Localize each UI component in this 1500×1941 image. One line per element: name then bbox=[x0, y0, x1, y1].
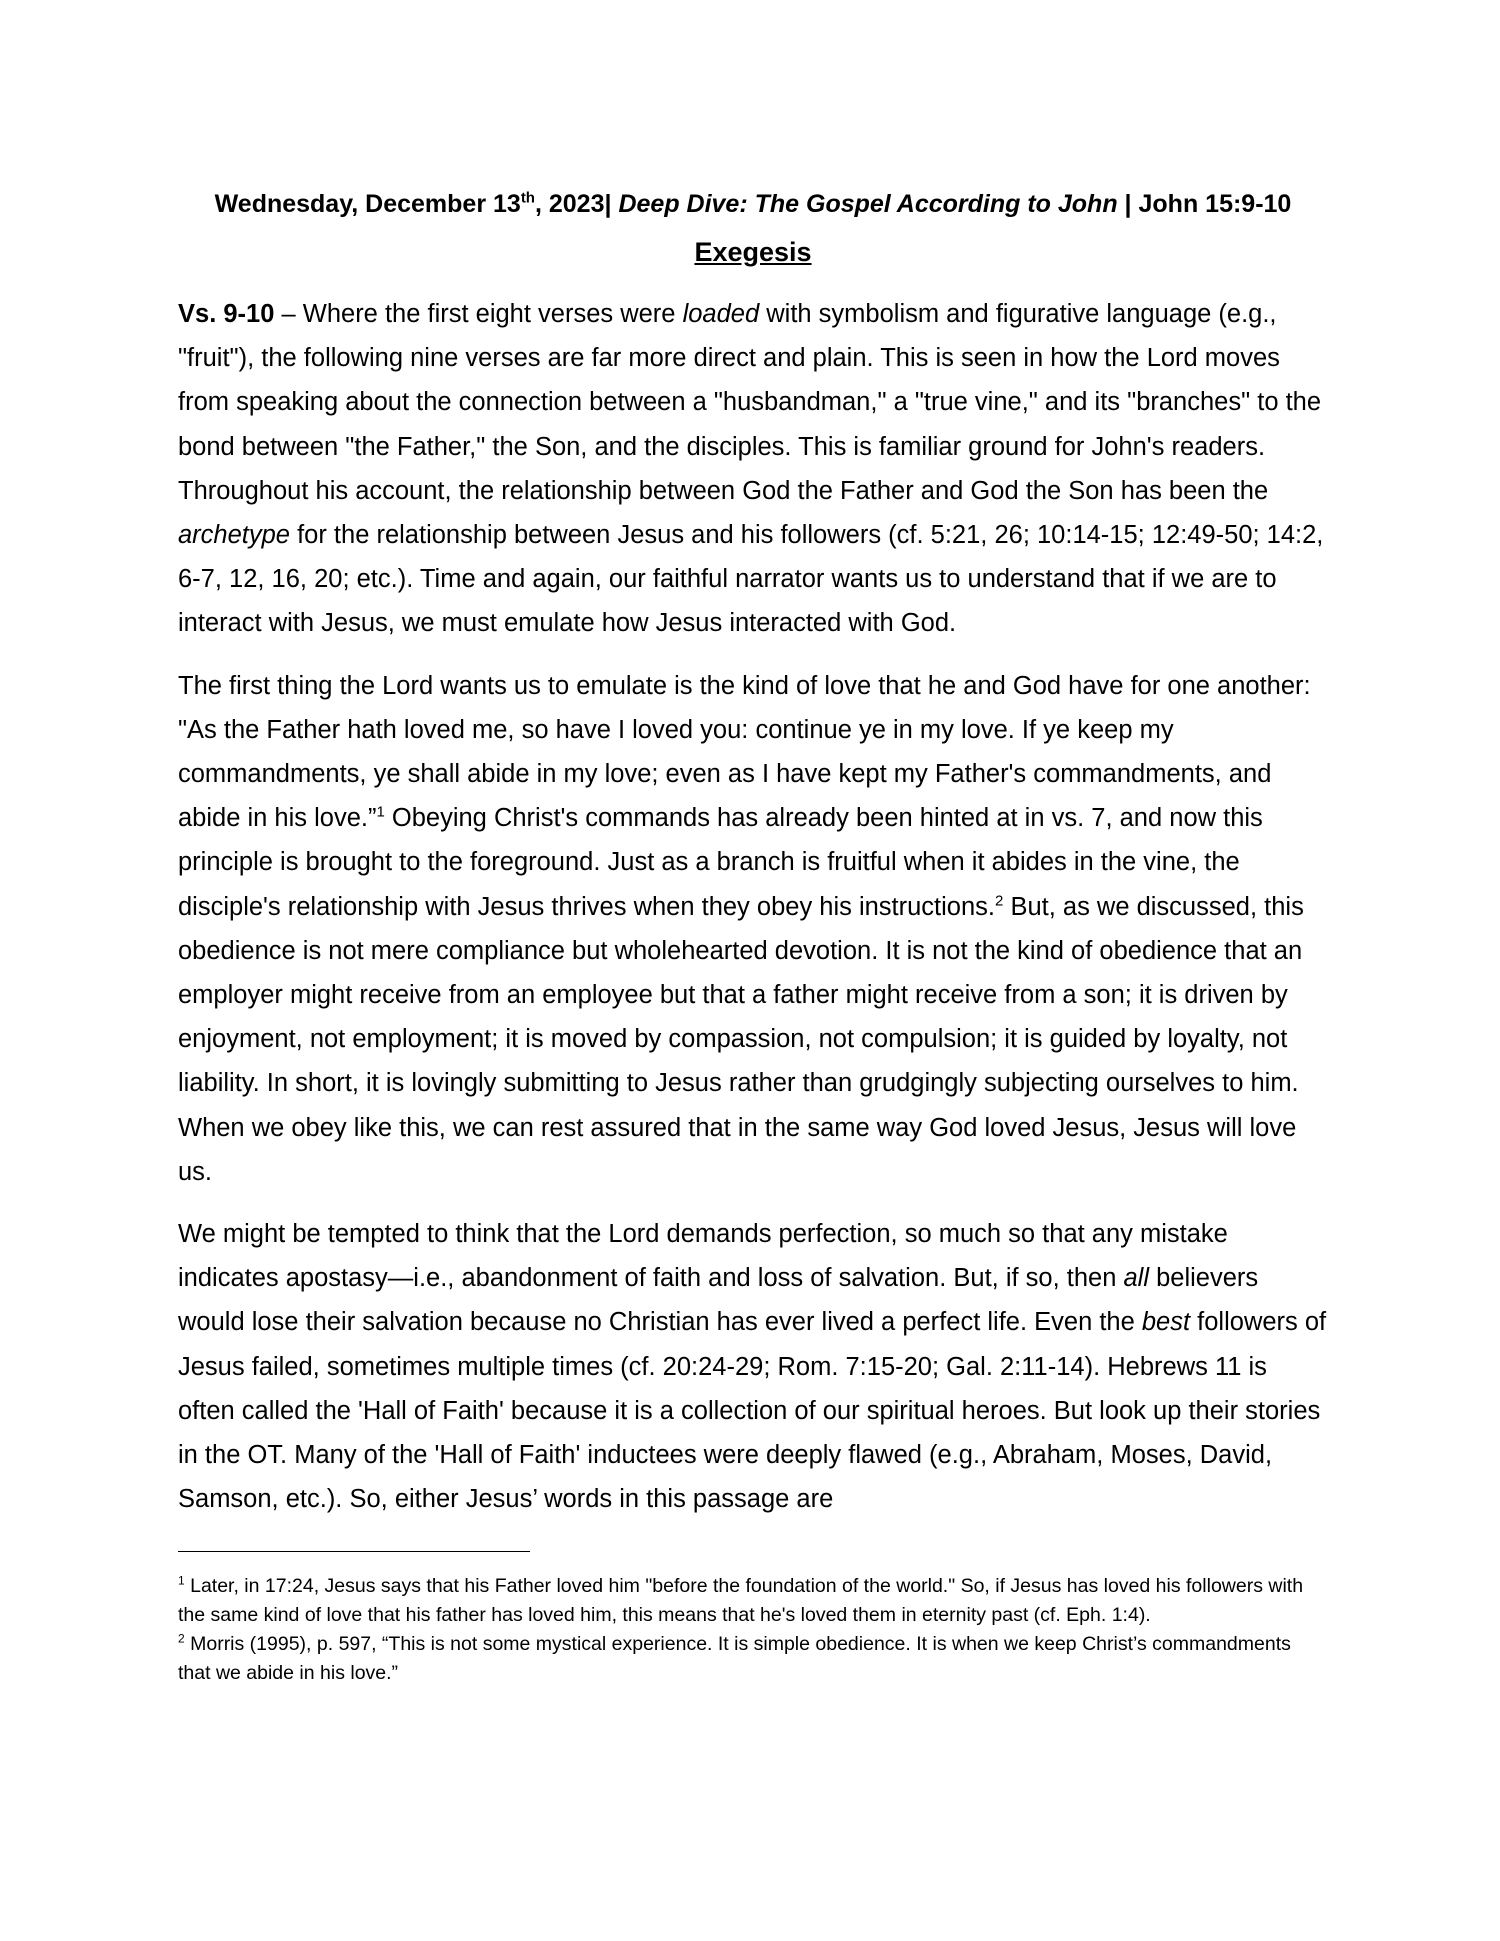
footnote-1 bbox=[178, 1572, 1328, 1630]
paragraph-2-text-c: But, as we discussed, this obedience is not mere compliance but wholehearted devotion. It is not the kind of obedience that an employer might receive from an employee but that a father might receive from a son; it is driven by enjoyment, not employment; it is moved by compassion, not compulsion; it is guided by loyalty, not liability. In short, it is lovingly submitting to Jesus rather than grudgingly subjecting ourselves to him. When we obey like this, we can rest assured that in the same way God loved Jesus, Jesus will love us. bbox=[178, 892, 1304, 1186]
footnote-ref-1[interactable]: 1 bbox=[376, 803, 385, 821]
paragraph-2-text-a: The first thing the Lord wants us to emulate is the kind of love that he and God have for one another: "As the Father hath loved me, so have I loved you: continue ye in my love. If ye keep my commandments, ye shall abide in my love; even as I have kept my Father's commandments, and abide in his love.” bbox=[178, 671, 1311, 833]
paragraph-1-text-b: with symbolism and figurative language (e.g., "fruit"), the following nine verses are far more direct and plain. This is seen in how the Lord moves from speaking about the connection between a "husbandman," a "true vine," and its "branches" to the bond between "the Father," the Son, and the disciples. This is familiar ground for John's readers. Throughout his account, the relationship between God the Father and God the Son has been the bbox=[178, 300, 1322, 505]
header-passage: John 15:9-10 bbox=[1138, 190, 1292, 218]
paragraph-2 bbox=[178, 664, 1328, 1194]
header-series: Deep Dive: The Gospel According to John bbox=[618, 190, 1118, 218]
footnote-1-number: 1 bbox=[178, 1573, 185, 1588]
footnote-2 bbox=[178, 1630, 1328, 1688]
header-date-year: , 2023| bbox=[534, 190, 612, 218]
footnotes bbox=[178, 1572, 1328, 1688]
paragraph-3-text-b: believers would lose their salvation because no Christian has ever lived a perfect life. Even the bbox=[178, 1264, 1259, 1337]
paragraph-3 bbox=[178, 1212, 1328, 1521]
paragraph-2-text-b: Obeying Christ's commands has already been hinted at in vs. 7, and now this principle is brought to the foreground. Just as a branch is fruitful when it abides in the vine, the disciple's relationship with Jesus thrives when they obey his instructions. bbox=[178, 804, 1263, 921]
paragraph-1-emphasis-loaded: loaded bbox=[682, 300, 760, 328]
paragraph-3-text-a: We might be tempted to think that the Lord demands perfection, so much so that any mistake indicates apostasy—i.e., abandonment of faith and loss of salvation. But, if so, then bbox=[178, 1220, 1228, 1293]
paragraph-3-text-c: followers of Jesus failed, sometimes multiple times (cf. 20:24-29; Rom. 7:15-20; Gal. 2:11-14). Hebrews 11 is often called the 'Hall of Faith' because it is a collection of our spiritual heroes. But look up their stories in the OT. Many of the 'Hall of Faith' inductees were deeply flawed (e.g., Abraham, Moses, David, Samson, etc.). So, either Jesus’ words in this passage are bbox=[178, 1308, 1327, 1514]
section-title: Exegesis bbox=[694, 237, 812, 267]
header-date: Wednesday, December 13 bbox=[214, 190, 521, 218]
document-page bbox=[178, 180, 1328, 1688]
footnote-2-text: Morris (1995), p. 597, “This is not some mystical experience. It is simple obedience. It is when we keep Christ’s commandments that we abide in his love.” bbox=[178, 1633, 1291, 1685]
header-date-ordinal: th bbox=[520, 189, 535, 207]
paragraph-3-emphasis-best: best bbox=[1141, 1308, 1191, 1337]
footnote-separator bbox=[178, 1551, 530, 1552]
header-separator: | bbox=[1124, 190, 1132, 218]
footnote-1-text: Later, in 17:24, Jesus says that his Father loved him "before the foundation of the world." So, if Jesus has loved his followers with the same kind of love that his father has loved him, this means that he's loved them in eternity past (cf. Eph. 1:4). bbox=[178, 1575, 1304, 1627]
footnote-2-number: 2 bbox=[178, 1631, 185, 1646]
paragraph-1-text-c: for the relationship between Jesus and his followers (cf. 5:21, 26; 10:14-15; 12:49-50; 14:2, 6-7, 12, 16, 20; etc.). Time and again, our faithful narrator wants us to understand that if we are to interact with Jesus, we must emulate how Jesus interacted with God. bbox=[178, 521, 1324, 638]
verse-label: Vs. 9-10 bbox=[178, 300, 275, 328]
paragraph-1-text-a: – Where the first eight verses were bbox=[274, 300, 683, 328]
paragraph-1 bbox=[178, 292, 1328, 646]
footnote-ref-2[interactable]: 2 bbox=[995, 892, 1004, 910]
paragraph-1-emphasis-archetype: archetype bbox=[178, 521, 290, 550]
page-header bbox=[178, 180, 1328, 228]
paragraph-3-emphasis-all: all bbox=[1123, 1264, 1149, 1293]
